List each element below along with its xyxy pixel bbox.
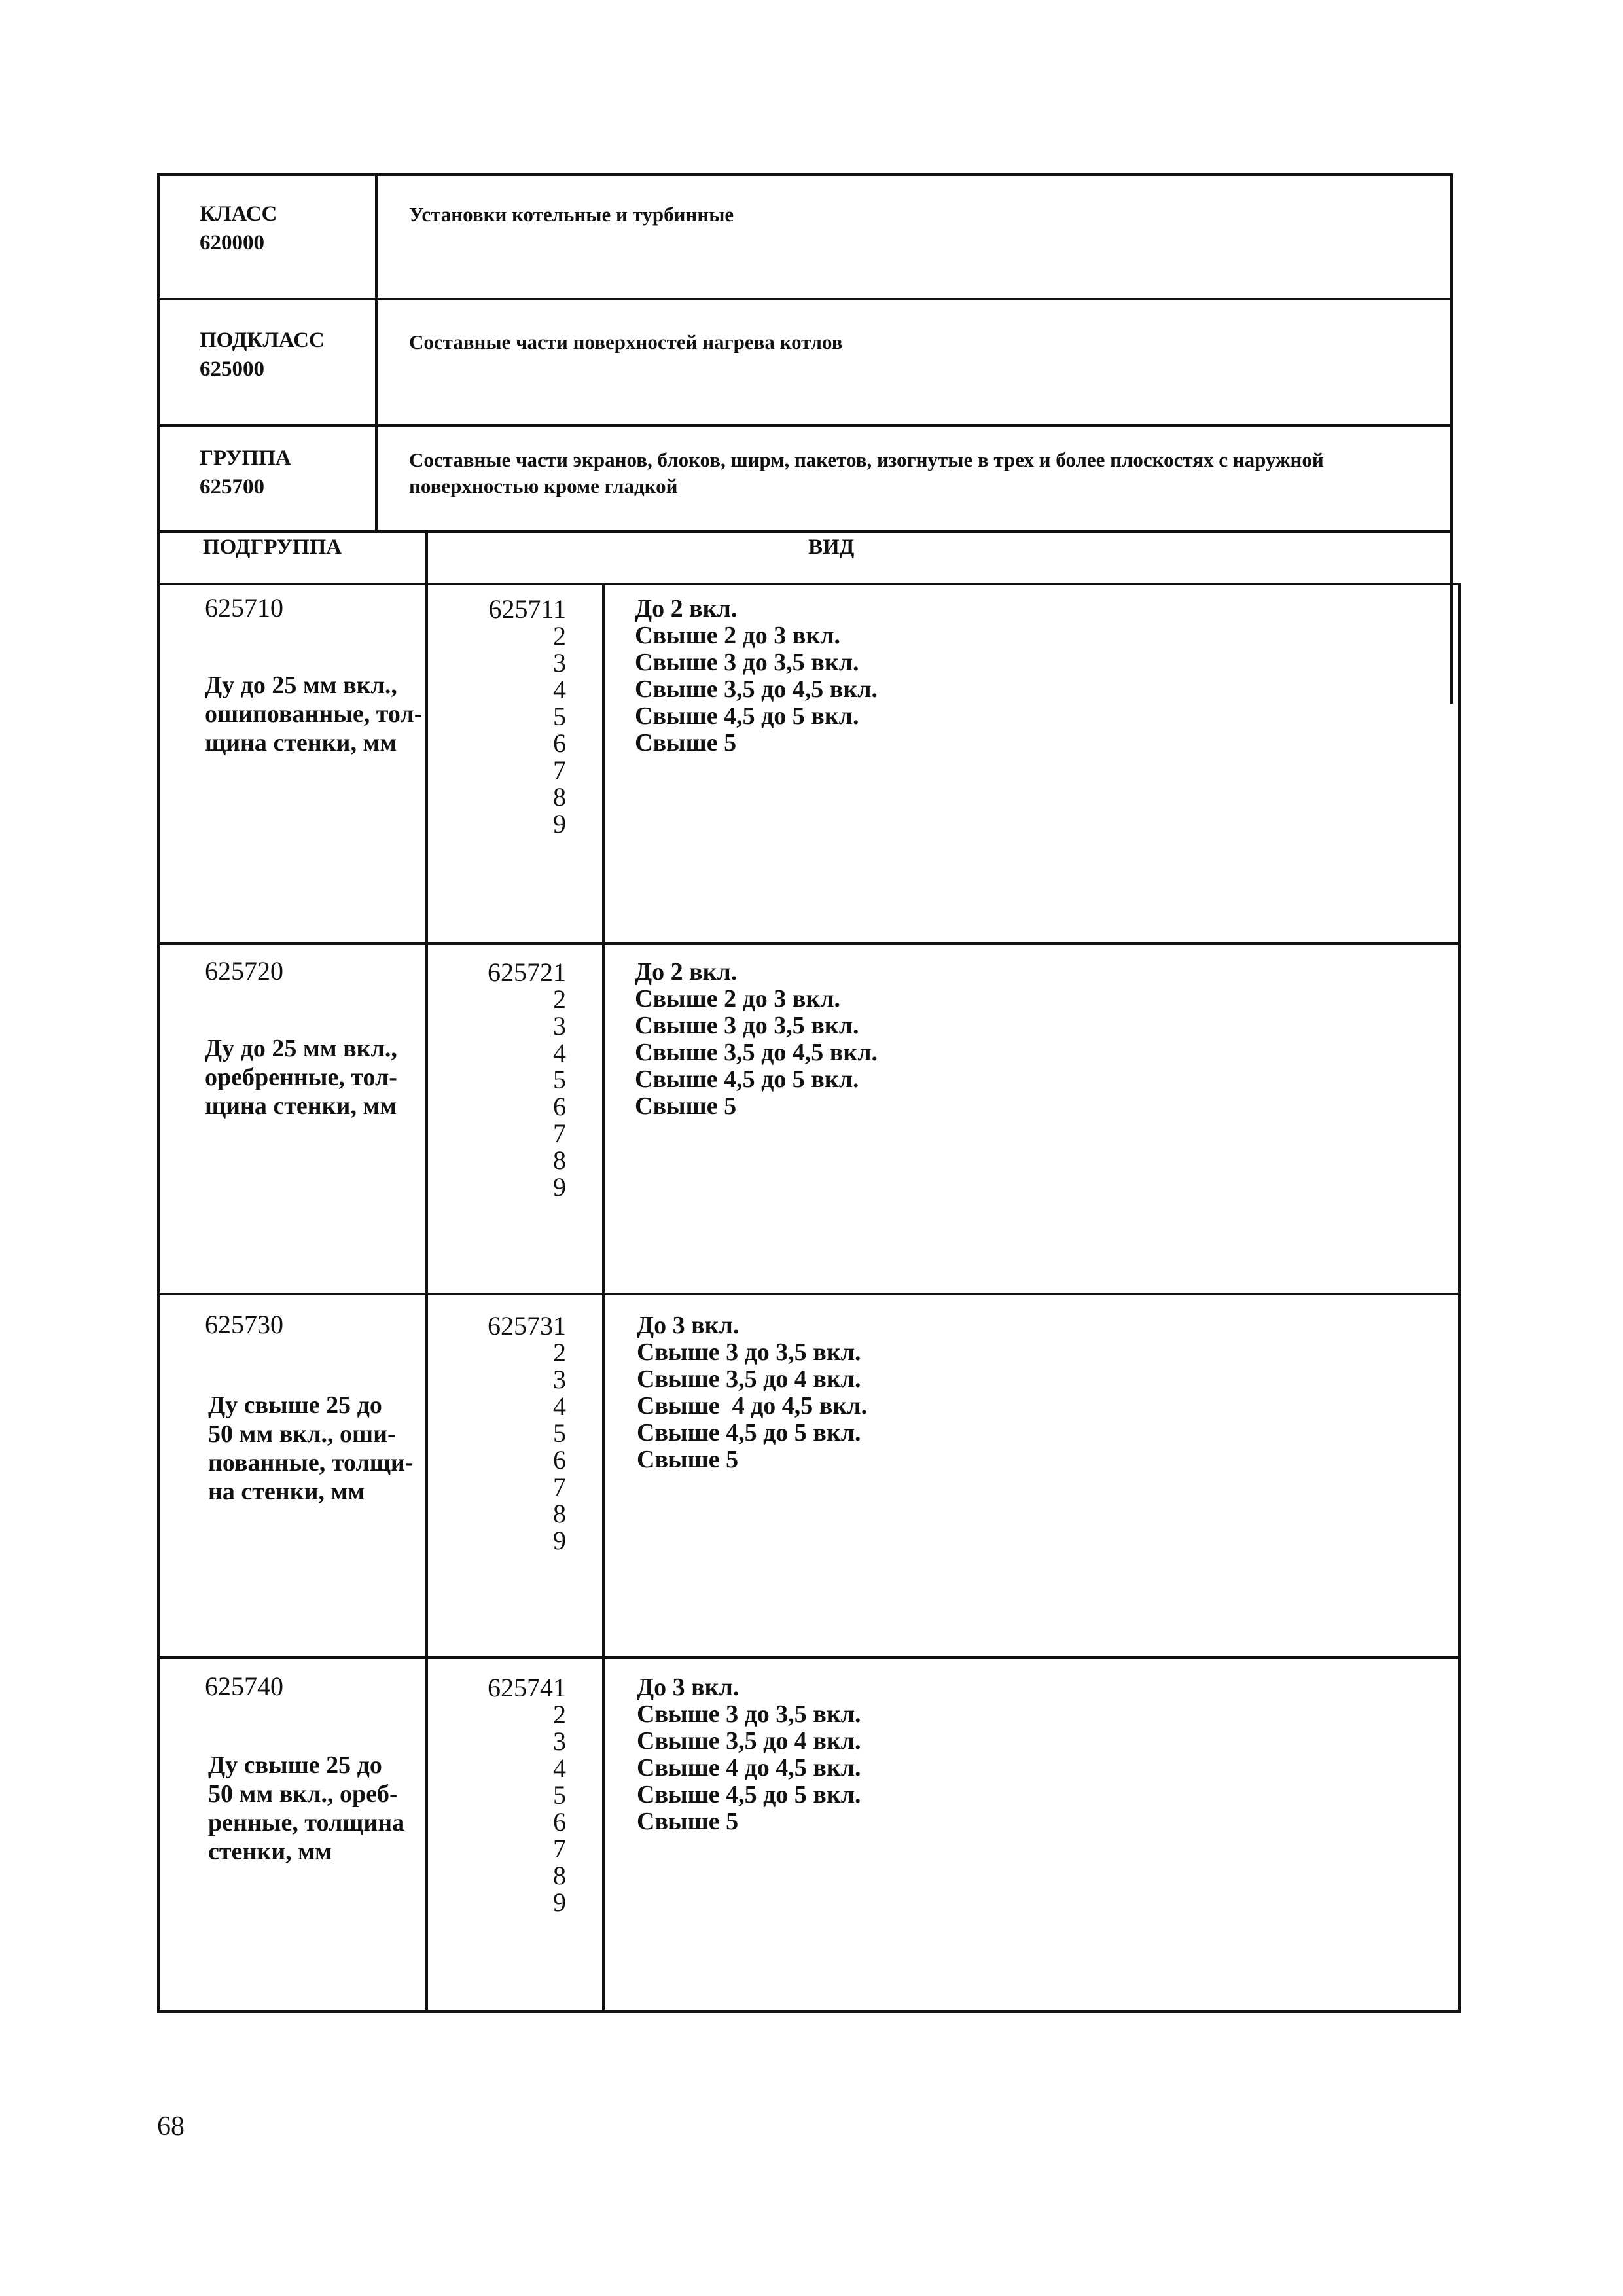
table-border-right [1450, 173, 1453, 704]
kind-column-heading: ВИД [808, 535, 855, 559]
group-label: ГРУППА [200, 446, 291, 470]
subgroup-description: Ду свыше 25 до 50 мм вкл., ореб- ренные, толщина стенки, мм [208, 1751, 405, 1865]
group-label-cell [200, 444, 291, 501]
kind-list: До 2 вкл. Свыше 2 до 3 вкл. Свыше 3 до 3,5 вкл. Свыше 3,5 до 4,5 вкл. Свыше 4,5 до 5 вкл. Свыше 5 [635, 595, 878, 757]
group-title-line-2: поверхностью кроме гладкой [409, 475, 678, 497]
kind-list: До 3 вкл. Свыше 3 до 3,5 вкл. Свыше 3,5 до 4 вкл. Свыше 4 до 4,5 вкл. Свыше 4,5 до 5 вкл. Свыше 5 [637, 1674, 861, 1835]
row-divider-1 [157, 942, 1461, 945]
table-border-right-lower [1458, 583, 1461, 2013]
row-divider-2 [157, 1293, 1461, 1295]
row-divider-3 [157, 1656, 1461, 1659]
subgroup-description: Ду свыше 25 до 50 мм вкл., оши- пованные, толщи- на стенки, мм [208, 1391, 414, 1505]
kind-list: До 3 вкл. Свыше 3 до 3,5 вкл. Свыше 3,5 до 4 вкл. Свыше 4 до 4,5 вкл. Свыше 4,5 до 5 вкл. Свыше 5 [637, 1312, 868, 1473]
class-label: КЛАСС [200, 202, 277, 226]
kind-list: До 2 вкл. Свыше 2 до 3 вкл. Свыше 3 до 3,5 вкл. Свыше 3,5 до 4,5 вкл. Свыше 4,5 до 5 вкл. Свыше 5 [635, 958, 878, 1120]
header-divider-1 [157, 298, 1453, 300]
subgroup-code: 625730 [205, 1310, 283, 1339]
group-title-line-1: Составные части экранов, блоков, ширм, пакетов, изогнутые в трех и более плоскостях с наружной [409, 448, 1324, 471]
subclass-label: ПОДКЛАСС [200, 329, 325, 352]
subgroup-code: 625720 [205, 956, 283, 986]
header-divider-2 [157, 424, 1453, 427]
subgroup-code: 625710 [205, 593, 283, 622]
kind-codes: 625741 2 3 4 5 6 7 8 9 [488, 1673, 566, 1917]
table-border-bottom [157, 2010, 1461, 2013]
class-title: Установки котельные и турбинные [409, 203, 734, 226]
subclass-code: 625000 [200, 357, 264, 381]
group-title [409, 447, 1443, 499]
subgroup-code: 625740 [205, 1672, 283, 1701]
colhead-divider [157, 583, 1461, 585]
code-col-divider [602, 583, 605, 2013]
group-code: 625700 [200, 475, 264, 499]
header-divider-3 [157, 530, 1453, 533]
subgroup-description: Ду до 25 мм вкл., ошипованные, тол- щина стенки, мм [205, 672, 423, 757]
subgroup-description: Ду до 25 мм вкл., оребренные, тол- щина стенки, мм [205, 1035, 397, 1120]
kind-codes: 625731 2 3 4 5 6 7 8 9 [488, 1311, 566, 1555]
subgroup-column-heading: ПОДГРУППА [203, 535, 342, 559]
class-code: 620000 [200, 231, 264, 255]
table-border-left [157, 173, 160, 2013]
subclass-title: Составные части поверхностей нагрева котлов [409, 331, 843, 353]
table-border-top [157, 173, 1453, 176]
header-col-divider [375, 173, 378, 530]
kind-codes: 625711 2 3 4 5 6 7 8 9 [488, 594, 566, 838]
class-label-cell [200, 200, 277, 257]
subclass-label-cell [200, 326, 325, 384]
page-number: 68 [157, 2111, 185, 2142]
kind-codes: 625721 2 3 4 5 6 7 8 9 [488, 958, 566, 1202]
